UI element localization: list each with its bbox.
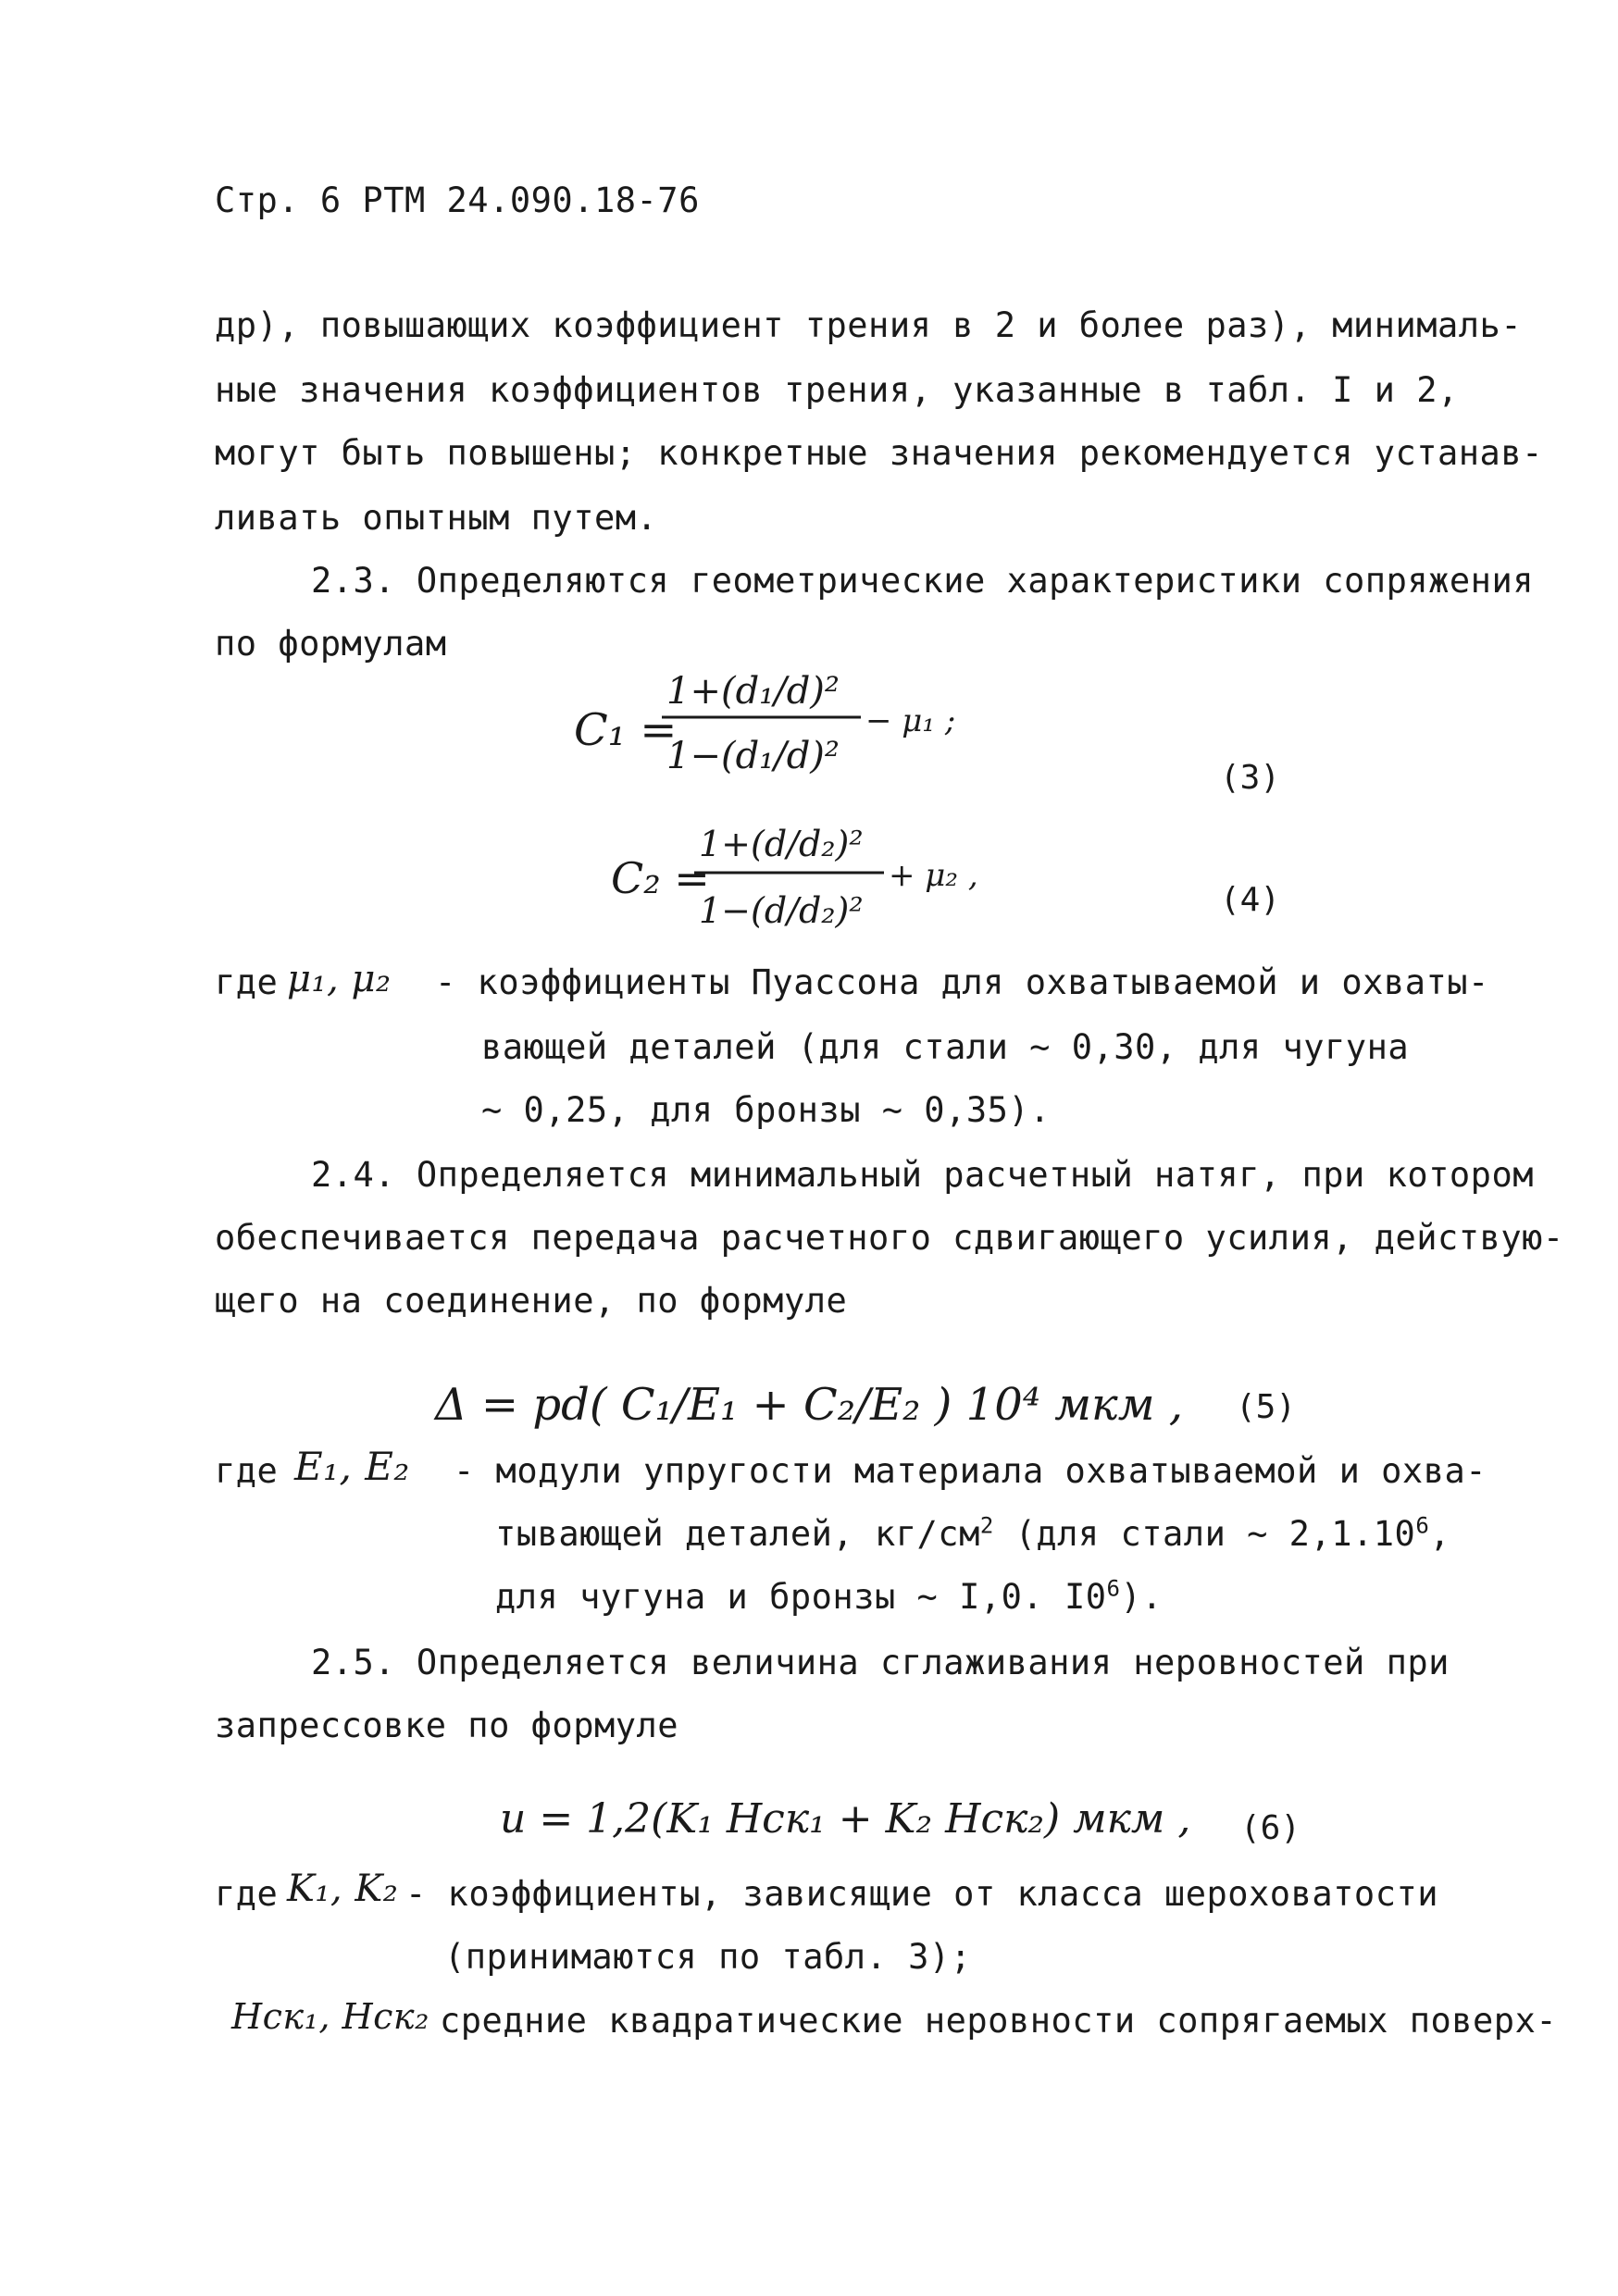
where-line-part: ). (1120, 1577, 1164, 1617)
section-2-4-line: щего на соединение, по формуле (215, 1281, 848, 1321)
section-2-3-line: 2.3. Определяются геометрические характеристики сопряжения (311, 561, 1535, 601)
formula-6: u = 1,2(K₁ Hск₁ + K₂ Hск₂) мкм , (500, 1795, 1191, 1843)
formula-3-numerator: 1+(d₁/d)² (666, 670, 840, 713)
where-line-part: , (1429, 1514, 1451, 1554)
superscript: 6 (1106, 1575, 1121, 1602)
where-line: (принимаются по табл. 3); (444, 1937, 972, 1977)
poisson-symbols: μ₁, μ₂ (287, 958, 392, 1000)
roughness-symbols: Hск₁, Hск₂ (231, 1996, 429, 2037)
formula-4 (592, 800, 981, 958)
paragraph-line: др), повышающих коэффициент трения в 2 и более раз), минималь- (215, 305, 1523, 345)
formula-3-number: (3) (1220, 759, 1281, 797)
where-line-part: для чугуна и бронзы ~ I,0. I0 (495, 1577, 1107, 1617)
where-line (495, 1577, 1163, 1617)
modulus-symbols: E₁, E₂ (294, 1444, 410, 1489)
section-2-3-line: по формулам (215, 624, 447, 664)
where-line: средние квадратические неровности сопрягаемых поверх- (440, 2001, 1558, 2041)
superscript: 2 (979, 1512, 994, 1539)
formula-3-denominator: 1−(d₁/d)² (666, 735, 840, 777)
formula-4-denominator: 1−(d/d₂)² (699, 890, 864, 931)
section-2-5-line: запрессовке по формуле (215, 1706, 679, 1745)
where-prefix: где (215, 962, 279, 1002)
where-line: ~ 0,25, для бронзы ~ 0,35). (481, 1090, 1051, 1130)
formula-6-number: (6) (1240, 1809, 1301, 1847)
where-line: - модули упругости материала охватываемой и охва- (454, 1451, 1487, 1491)
formula-4-number: (4) (1220, 881, 1281, 919)
paragraph-line: могут быть повышены; конкретные значения рекомендуется устанав- (215, 433, 1543, 473)
where-line: - коэффициенты Пуассона для охватываемой и охваты- (435, 962, 1489, 1002)
where-line: - коэффициенты, зависящие от класса шероховатости (405, 1874, 1439, 1914)
page-header: Стр. 6 РТМ 24.090.18-76 (215, 180, 700, 220)
formula-3-lhs: C₁ = (574, 704, 678, 756)
formula-5-number: (5) (1236, 1388, 1297, 1426)
formula-4-numerator: 1+(d/d₂)² (699, 824, 864, 864)
formula-3-tail: − μ₁ ; (865, 702, 956, 739)
where-prefix: где (215, 1451, 279, 1491)
section-2-5-line: 2.5. Определяется величина сглаживания неровностей при (311, 1643, 1450, 1682)
where-line (495, 1514, 1450, 1554)
paragraph-line: ные значения коэффициентов трения, указанные в табл. I и 2, (215, 370, 1459, 410)
formula-5: Δ = pd( C₁/E₁ + C₂/E₂ ) 10⁴ мкм , (435, 1379, 1184, 1431)
section-2-4-line: 2.4. Определяется минимальный расчетный натяг, при котором (311, 1155, 1535, 1195)
coefficient-symbols: K₁, K₂ (287, 1868, 399, 1910)
where-line: вающей деталей (для стали ~ 0,30, для чугуна (481, 1027, 1410, 1067)
formula-4-lhs: C₂ = (611, 853, 710, 903)
where-prefix: где (215, 1874, 279, 1914)
paragraph-line: ливать опытным путем. (215, 498, 658, 538)
where-line-part: тывающей деталей, кг/см (495, 1514, 980, 1554)
superscript: 6 (1415, 1512, 1430, 1539)
formula-3 (555, 639, 956, 805)
where-line-part: (для стали ~ 2,1.10 (993, 1514, 1416, 1554)
section-2-4-line: обеспечивается передача расчетного сдвигающего усилия, действую- (215, 1218, 1564, 1258)
formula-4-tail: + μ₂ , (889, 857, 978, 894)
